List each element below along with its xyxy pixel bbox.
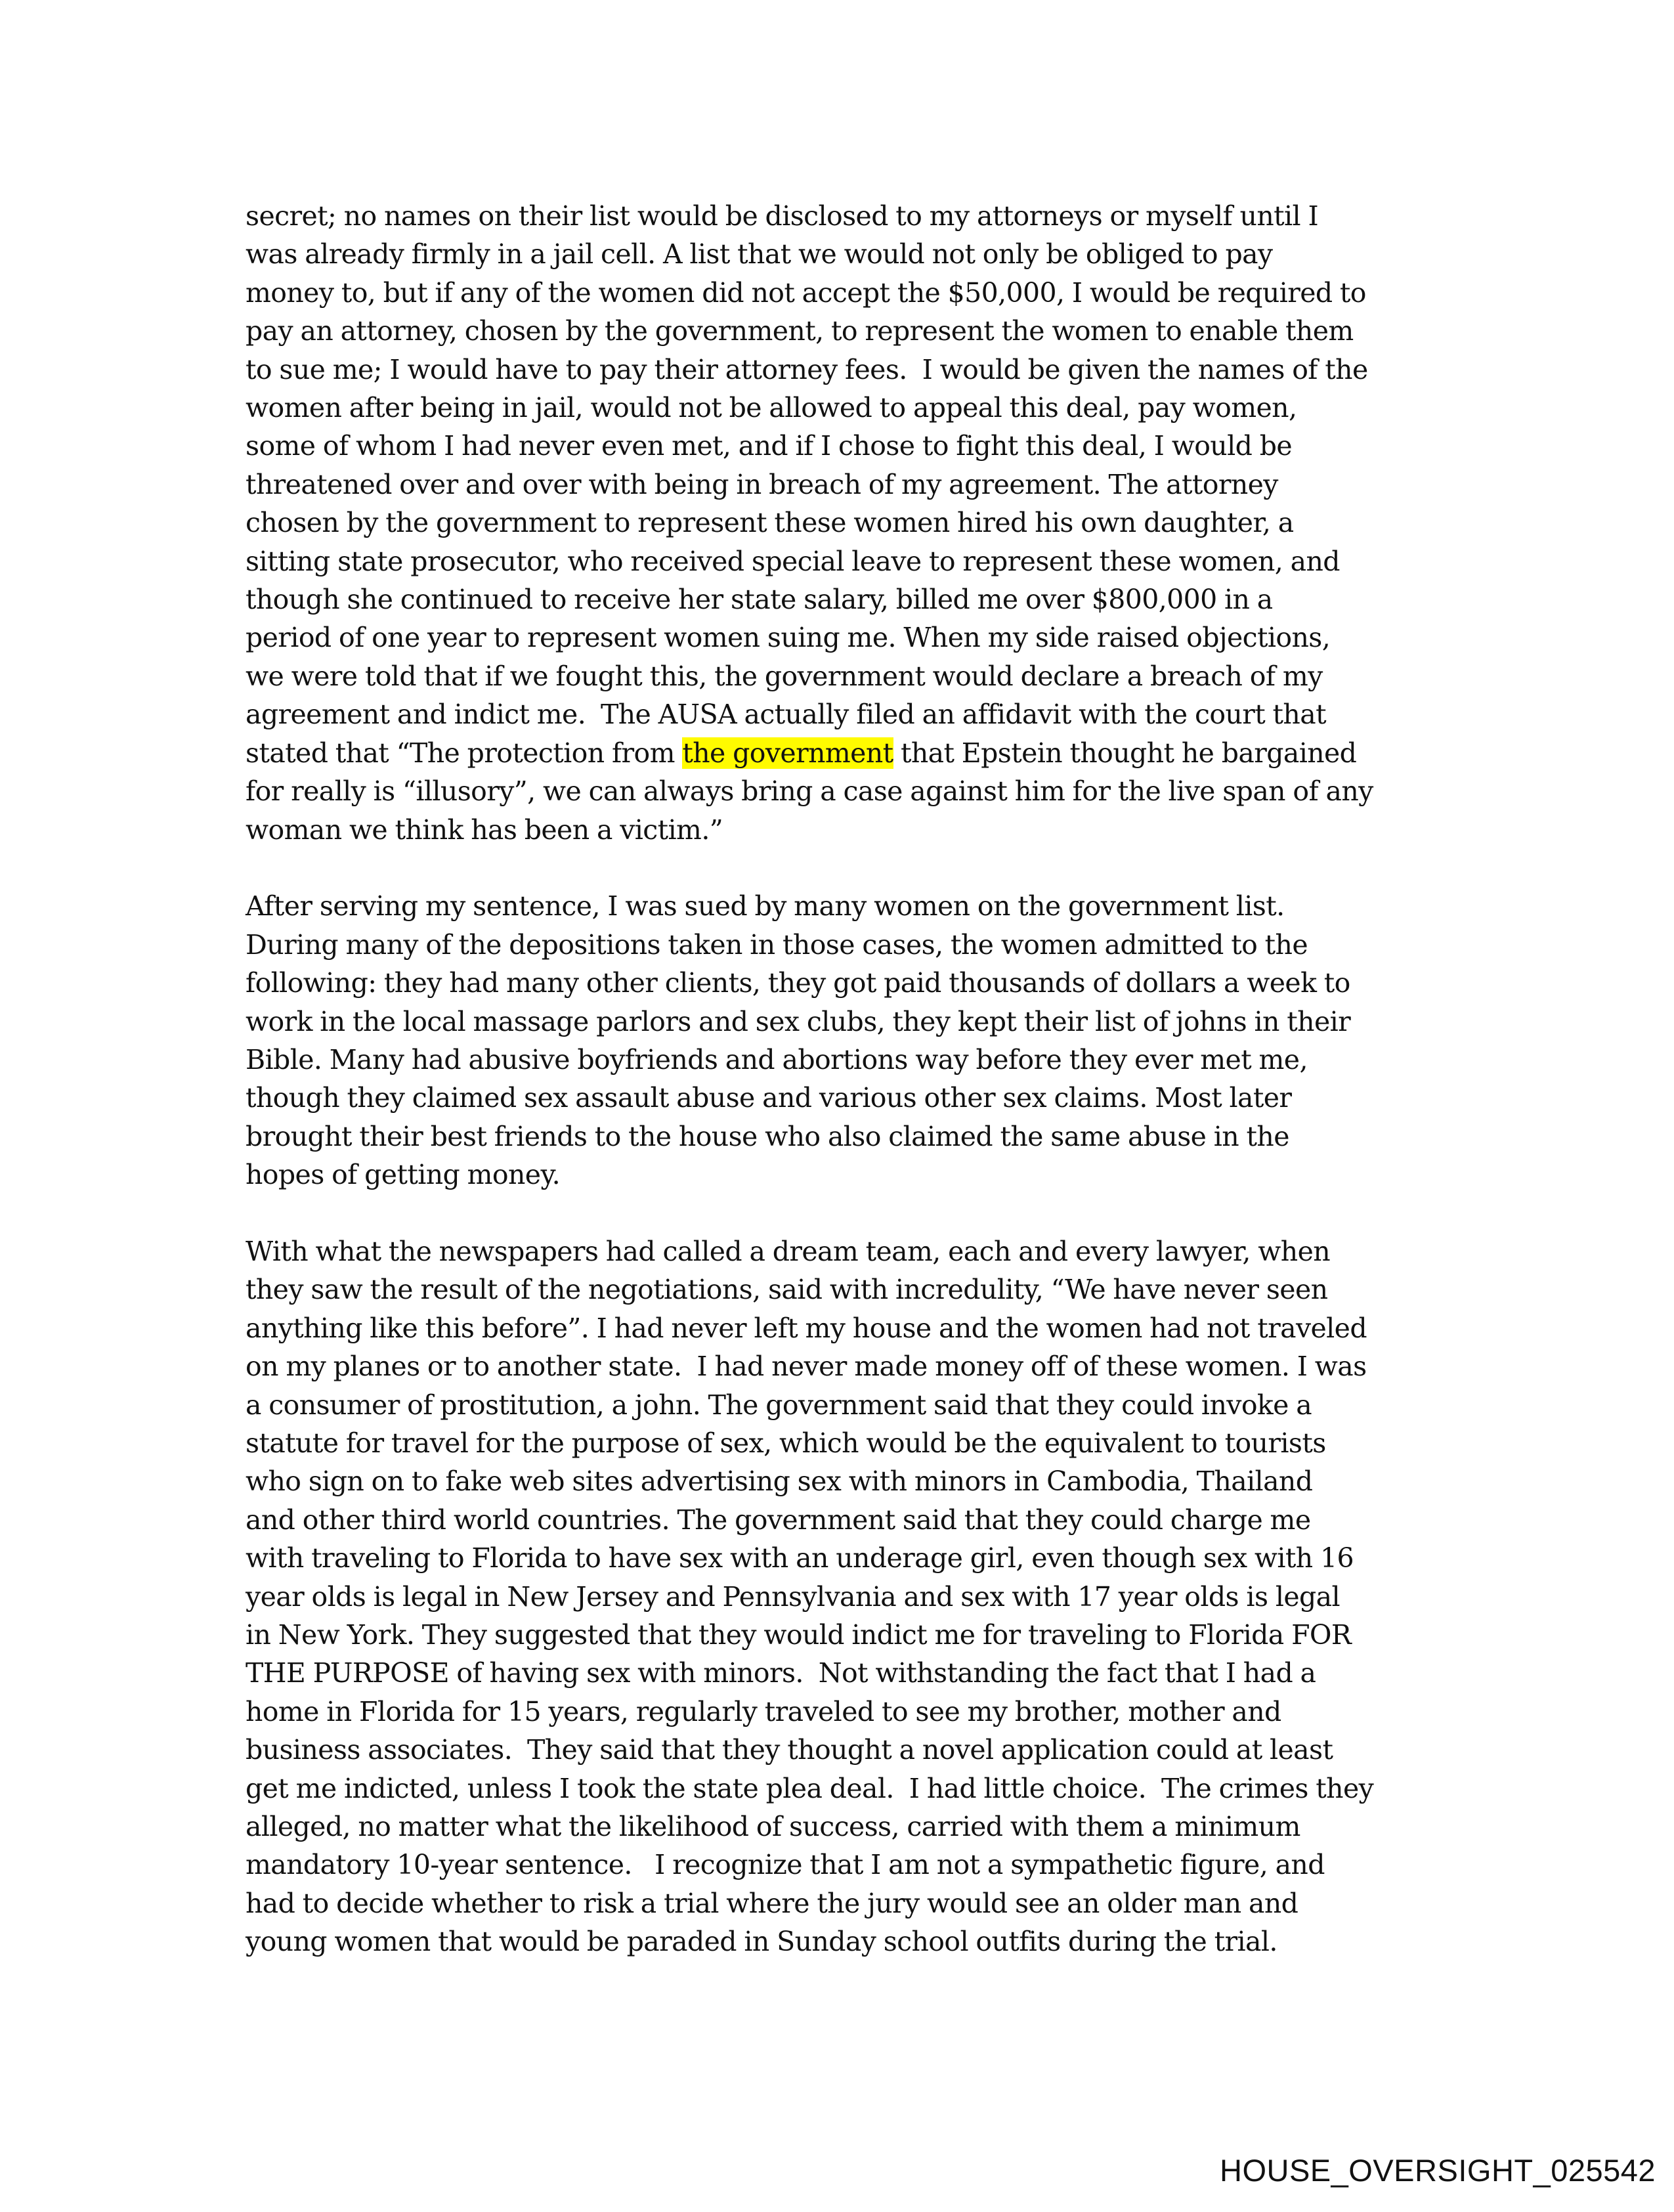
text-line	[246, 1041, 1427, 1079]
paragraph	[246, 887, 1427, 1194]
text-segment: chosen by the government to represent these women hired his own daughter, a	[246, 507, 1294, 539]
text-segment: work in the local massage parlors and sex clubs, they kept their list of johns in their	[246, 1005, 1351, 1037]
text-segment: agreement and indict me. The AUSA actually filed an affidavit with the court that	[246, 699, 1326, 731]
text-line	[246, 1616, 1427, 1654]
text-line	[246, 1270, 1427, 1309]
text-line	[246, 811, 1427, 849]
text-segment: With what the newspapers had called a dream team, each and every lawyer, when	[246, 1235, 1331, 1267]
text-segment: and other third world countries. The government said that they could charge me	[246, 1504, 1311, 1536]
text-line	[246, 274, 1427, 312]
text-line	[246, 1462, 1427, 1500]
text-line	[246, 964, 1427, 1002]
text-line	[246, 504, 1427, 542]
text-segment: though she continued to receive her state salary, billed me over $800,000 in a	[246, 584, 1273, 616]
text-segment: with traveling to Florida to have sex with an underage girl, even though sex with 16	[246, 1542, 1354, 1574]
text-line	[246, 1347, 1427, 1385]
text-segment: who sign on to fake web sites advertising sex with minors in Cambodia, Thailand	[246, 1465, 1313, 1498]
text-segment: statute for travel for the purpose of sex, which would be the equivalent to tourists	[246, 1427, 1326, 1459]
bates-number: HOUSE_OVERSIGHT_025542	[1220, 2153, 1656, 2188]
text-line	[246, 466, 1427, 504]
highlighted-text: the government	[682, 737, 893, 769]
text-line	[246, 1654, 1427, 1692]
text-segment: we were told that if we fought this, the government would declare a breach of my	[246, 660, 1323, 692]
text-segment: anything like this before”. I had never left my house and the women had not traveled	[246, 1312, 1367, 1344]
text-line	[246, 1884, 1427, 1922]
text-line	[246, 1309, 1427, 1347]
text-segment: had to decide whether to risk a trial where the jury would see an older man and	[246, 1887, 1298, 1919]
text-line	[246, 1386, 1427, 1424]
text-line	[246, 772, 1427, 810]
text-line	[246, 580, 1427, 618]
text-line	[246, 887, 1427, 925]
text-line	[246, 1578, 1427, 1616]
text-segment: money to, but if any of the women did not accept the $50,000, I would be required to	[246, 276, 1366, 309]
text-line	[246, 235, 1427, 273]
text-line	[246, 197, 1427, 235]
text-segment: mandatory 10-year sentence. I recognize that I am not a sympathetic figure, and	[246, 1849, 1325, 1881]
text-segment: young women that would be paraded in Sunday school outfits during the trial.	[246, 1926, 1277, 1958]
text-line	[246, 389, 1427, 427]
text-segment: sitting state prosecutor, who received special leave to represent these women, and	[246, 545, 1340, 577]
text-segment: alleged, no matter what the likelihood of success, carried with them a minimum	[246, 1811, 1300, 1843]
text-segment: stated that “The protection from	[246, 737, 683, 769]
text-line	[246, 734, 1427, 772]
text-segment: following: they had many other clients, they got paid thousands of dollars a week to	[246, 967, 1350, 999]
text-line	[246, 1501, 1427, 1539]
text-line	[246, 618, 1427, 657]
text-line	[246, 1769, 1427, 1808]
text-segment: for really is “illusory”, we can always bring a case against him for the live span of any	[246, 775, 1373, 808]
text-line	[246, 1693, 1427, 1731]
text-segment: Bible. Many had abusive boyfriends and abortions way before they ever met me,	[246, 1043, 1308, 1075]
text-line	[246, 1846, 1427, 1884]
text-segment: they saw the result of the negotiations, said with incredulity, “We have never seen	[246, 1274, 1328, 1306]
text-line	[246, 1117, 1427, 1156]
text-segment: in New York. They suggested that they would indict me for traveling to Florida FOR	[246, 1619, 1352, 1651]
text-segment: threatened over and over with being in breach of my agreement. The attorney	[246, 468, 1278, 500]
text-line	[246, 1922, 1427, 1961]
text-line	[246, 312, 1427, 350]
text-segment: get me indicted, unless I took the state plea deal. I had little choice. The crimes they	[246, 1772, 1374, 1804]
paragraph	[246, 1232, 1427, 1961]
text-line	[246, 351, 1427, 389]
text-line	[246, 1808, 1427, 1846]
text-segment: hopes of getting money.	[246, 1159, 561, 1191]
text-segment: home in Florida for 15 years, regularly traveled to see my brother, mother and	[246, 1695, 1281, 1727]
text-segment: THE PURPOSE of having sex with minors. Not withstanding the fact that I had a	[246, 1657, 1316, 1689]
text-segment: business associates. They said that they thought a novel application could at least	[246, 1734, 1333, 1766]
text-line	[246, 1731, 1427, 1769]
text-line	[246, 1539, 1427, 1577]
text-line	[246, 1003, 1427, 1041]
document-body	[246, 197, 1427, 1999]
text-segment: During many of the depositions taken in those cases, the women admitted to the	[246, 928, 1308, 961]
text-segment: pay an attorney, chosen by the government, to represent the women to enable them	[246, 315, 1354, 347]
text-segment: brought their best friends to the house who also claimed the same abuse in the	[246, 1120, 1289, 1152]
text-line	[246, 926, 1427, 964]
paragraph	[246, 197, 1427, 849]
text-line	[246, 657, 1427, 695]
text-segment: to sue me; I would have to pay their attorney fees. I would be given the names of the	[246, 353, 1368, 385]
text-segment: on my planes or to another state. I had never made money off of these women. I was	[246, 1351, 1367, 1383]
text-segment: woman we think has been a victim.”	[246, 813, 723, 846]
text-segment: some of whom I had never even met, and if I chose to fight this deal, I would be	[246, 430, 1293, 462]
text-line	[246, 1424, 1427, 1462]
text-segment: secret; no names on their list would be disclosed to my attorneys or myself until I	[246, 200, 1319, 232]
text-segment: period of one year to represent women suing me. When my side raised objections,	[246, 622, 1331, 654]
text-line	[246, 1079, 1427, 1117]
text-segment: a consumer of prostitution, a john. The government said that they could invoke a	[246, 1389, 1312, 1421]
text-line	[246, 427, 1427, 465]
text-line	[246, 1156, 1427, 1194]
text-segment: After serving my sentence, I was sued by many women on the government list.	[246, 890, 1285, 922]
text-line	[246, 695, 1427, 733]
text-segment: women after being in jail, would not be allowed to appeal this deal, pay women,	[246, 392, 1297, 424]
text-segment: that Epstein thought he bargained	[893, 737, 1357, 769]
text-segment: was already firmly in a jail cell. A list that we would not only be obliged to pay	[246, 238, 1273, 271]
text-line	[246, 542, 1427, 580]
text-line	[246, 1232, 1427, 1270]
text-segment: year olds is legal in New Jersey and Pennsylvania and sex with 17 year olds is legal	[246, 1580, 1340, 1613]
text-segment: though they claimed sex assault abuse and various other sex claims. Most later	[246, 1082, 1292, 1114]
